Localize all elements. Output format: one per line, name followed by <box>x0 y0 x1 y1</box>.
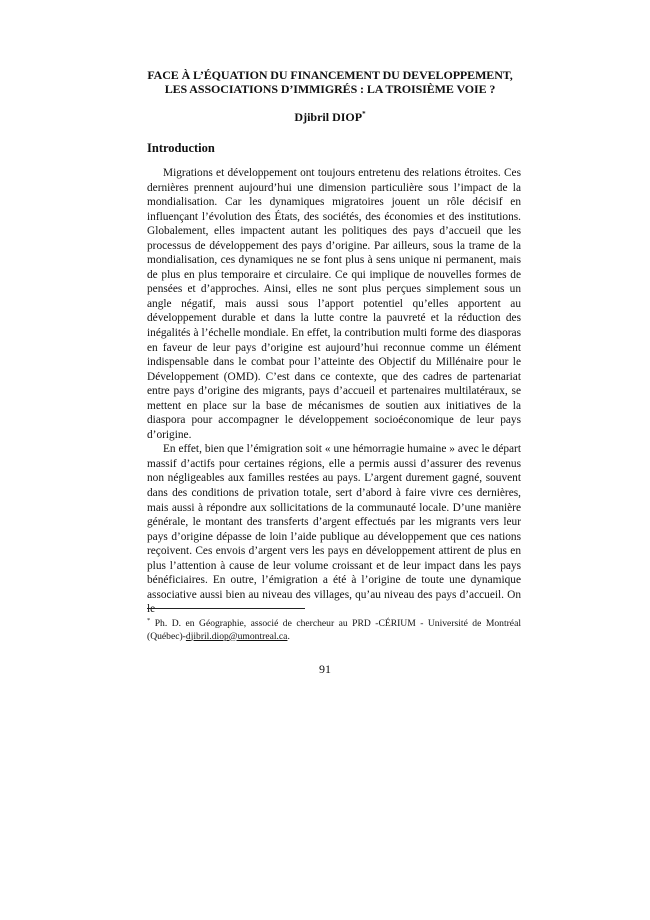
body-text <box>147 166 521 617</box>
footnote-text: Ph. D. en Géographie, associé de chercheur au PRD -CÉRIUM - Université de Montréal (Québec)- <box>147 618 521 642</box>
footnote-end: . <box>287 630 290 642</box>
paragraph: En effet, bien que l’émigration soit « une hémorragie humaine » avec le départ massif d’actifs pour certaines régions, elle a permis aussi d’assurer des revenus non négligeables aux familles restées au pays. L’argent durement gagné, souvent dans des conditions de privation totale, sert d’abord à faire vivre ces dernières, mais aussi à répondre aux sollicitations de la communauté locale. D’une manière générale, le montant des transferts d’argent effectués par les migrants vers leur pays d’origine dépasse de loin l’aide publique au développement que ces nations reçoivent. Ces envois d’argent vers les pays en développement attirent de plus en plus l’attention à cause de leur volume croissant et de leur impact dans les pays bénéficiaires. En outre, l’émigration a été à l’origine de toute une dynamique associative aussi bien au niveau des villages, qu’au niveau des pays d’accueil. On le <box>147 443 521 616</box>
author-name: Djibril DIOP <box>294 110 363 124</box>
title-line-2: LES ASSOCIATIONS D’IMMIGRÉS : LA TROISIÈME VOIE ? <box>164 82 496 96</box>
section-heading: Introduction <box>147 141 215 155</box>
author-line <box>130 110 530 125</box>
paragraph: Migrations et développement ont toujours entretenu des relations étroites. Ces dernières prennent aujourd’hui une dimension particulière sous l’impact de la mondialisation. Car les dynamiques migratoires jouent un rôle décisif en influençant l’évolution des États, des sociétés, des économies et des institutions. Globalement, elles impactent autant les politiques des pays d’accueil que les processus de développement des pays d’origine. Par ailleurs, sous la trame de la mondialisation, ces dynamiques ne se font plus à sens unique ni permanent, mais de plus en plus temporaire et circulaire. Ce qui implique de nouvelles formes de pensées et d’approches. Ainsi, elles ne sont plus perçues simplement sous un angle négatif, mais aussi sous l’apport potentiel qu’elles apportent au développement durable et dans la lutte contre la pauvreté et la réduction des inégalités à l’échelle mondiale. En effet, la contribution multi forme des diasporas en faveur de leur pays d’origine est aujourd’hui reconnue comme un élément indispensable dans le combat pour l’atteinte des Objectif du Millénaire pour le Développement (OMD). C’est dans ce contexte, que des cadres de partenariat entre pays d’origine des migrants, pays d’accueil et partenaires multilatéraux, se mettent en place sur la base de mécanismes de soutien aux initiatives de la diaspora pour accompagner le développement socioéconomique de leur pays d’origine. <box>147 167 521 441</box>
footnote <box>147 615 521 643</box>
title-line-1: FACE À L’ÉQUATION DU FINANCEMENT DU DEVELOPPEMENT, <box>147 68 513 82</box>
paper-title <box>130 68 530 96</box>
footnote-divider <box>147 608 305 609</box>
email-link[interactable]: djibril.diop@umontreal.ca <box>185 630 288 642</box>
page-number: 91 <box>319 662 331 676</box>
footnote-mark: * <box>147 617 151 624</box>
author-footnote-mark[interactable]: * <box>362 110 366 118</box>
